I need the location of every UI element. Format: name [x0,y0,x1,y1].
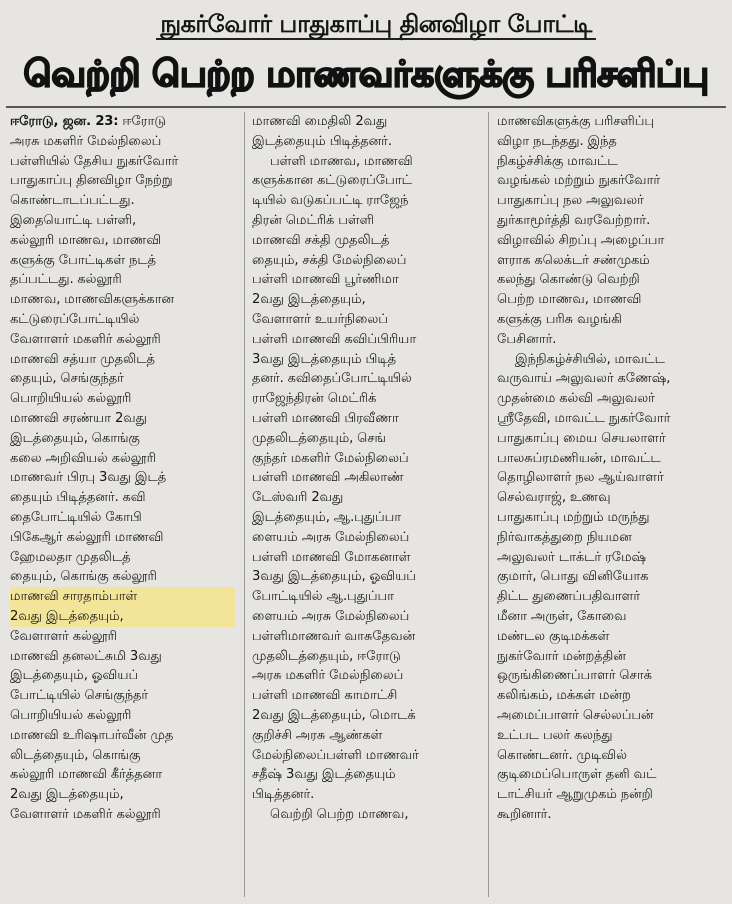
article-line: பிகேஆர் கல்லூரி மாணவி [10,529,164,545]
article-line: 2வது இடத்தையும், [10,607,235,627]
article-line: பள்ளியில் தேசிய நுகர்வோர் [10,153,179,169]
article-line: மாணவி மைதிலி 2வது [252,114,388,129]
article-line: தப்பட்டது. கல்லூரி [10,272,122,288]
article-line: வெற்றி பெற்ற மாணவ, [270,806,409,822]
article-line: 3வது இடத்தையும், ஓவியப் [252,569,416,585]
article-line: இடத்தையும் பிடித்தனர். [252,133,392,149]
column-divider [488,112,489,897]
article-line: பாலசுப்ரமணியன், மாவட்ட [497,450,661,466]
article-line: ராஜேந்திரன் மெட்ரிக் [252,391,377,407]
article-line: மாணவி தனலட்சுமி 3வது [10,648,162,664]
article-line: செல்வராஜ், உணவு [497,490,611,506]
article-line: அலுவலர் டாக்டர் ரமேஷ் [497,549,647,565]
article-line: வருவாய் அலுவலர் கணேஷ், [497,371,671,387]
article-line: 2வது இடத்தையும், [10,787,124,803]
article-line: இடத்தையும், ஆ.புதுப்பா [252,509,402,525]
article-line: பாதுகாப்பு நல அலுவலர் [497,193,644,209]
article-line: பொறியியல் கல்லூரி [10,391,132,407]
article-line: மாணவ, மாணவிகளுக்கான [10,292,174,308]
article-line: பாதுகாப்பு தினவிழா நேற்று [10,173,173,189]
kicker-heading [96,4,656,44]
article-line: கல்லூரி மாணவ, மாணவி [10,232,162,248]
article-line: பள்ளி மாணவி பிரவீணா [252,410,399,426]
article-line: இடத்தையும், ஓவியப் [10,668,139,684]
article-line: அரசு மகளிர் மேல்நிலைப் [252,668,404,684]
article-line: டியில் வடுகப்பட்டி ராஜேந் [252,193,409,209]
article-line: நிகழ்ச்சிக்கு மாவட்ட [497,153,618,169]
article-line: அமைப்பாளர் செல்லப்பன் [497,707,654,723]
article-line: திரன் மெட்ரிக் பள்ளி [252,212,374,228]
article-line: முதலிடத்தையும், செங் [252,430,386,446]
article-line: கொண்டாடப்பட்டது. [10,193,135,209]
article-line: பள்ளிமாணவர் வாசுதேவன் [252,628,416,644]
article-line: வழங்கல் மற்றும் நுகர்வோர் [497,173,661,189]
article-line: ளராக கலெக்டர் சண்முகம் [497,252,650,268]
article-line: அரசு மகளிர் மேல்நிலைப் [10,133,162,149]
article-line: ஸ்ரீதேவி, மாவட்ட நுகர்வோர் [497,410,671,426]
article-line: பள்ளி மாணவி காமாட்சி [252,688,398,704]
article-line: முதலிடத்தையும், ஈரோடு [252,648,401,664]
article-line: குடிமைப்பொருள் தனி வட் [497,767,657,783]
article-column-2 [252,112,477,902]
article-line: களுக்கு போட்டிகள் நடத் [10,252,157,268]
article-line: பள்ளி மாணவி கவிப்பிரியா [252,331,417,347]
article-line: இந்நிகழ்ச்சியில், மாவட்ட [515,351,665,367]
dateline: ஈரோடு, ஜன. 23: [10,114,119,129]
article-line: குமார், பொது வினியோக [497,569,649,585]
article-line: உட்பட பலர் கலந்து [497,727,613,743]
article-line: டேஸ்வரி 2வது [252,490,344,506]
article-line: வேளாளர் கல்லூரி [10,628,117,644]
article-line: ளையம் அரசு மேல்நிலைப் [252,608,410,624]
headline-rule [6,106,726,108]
article-line: கலந்து கொண்டு வெற்றி [497,272,640,288]
article-line: சதீஷ் 3வது இடத்தையும் [252,767,396,783]
article-line: இடத்தையும், கொங்கு [10,430,140,446]
article-line: 3வது இடத்தையும் பிடித் [252,351,397,367]
article-line: பாதுகாப்பு மைய செயலாளர் [497,430,666,446]
article-line: மாணவிகளுக்கு பரிசளிப்பு [497,114,655,129]
article-line: மண்டல குடிமக்கள் [497,628,610,644]
article-line: திட்ட துணைப்பதிவாளர் [497,589,641,605]
article-line: தையும், செங்குந்தர் [10,371,124,387]
article-line: பள்ளி மாணவி பூர்ணிமா [252,272,399,288]
article-line: பேசினார். [497,331,557,347]
article-line: கூறினார். [497,806,552,822]
article-line: களுக்கான கட்டுரைப்போட் [252,173,412,189]
article-line: மாணவி சத்யா முதலிடத் [10,351,155,367]
article-line: கலிங்கம், மக்கள் மன்ற [497,688,631,704]
headline: வெற்றி பெற்ற மாணவர்களுக்கு பரிசளிப்பு [23,54,709,95]
article-line: ஈரோடு [118,114,166,129]
article-line: மேல்நிலைப்பள்ளி மாணவர் [252,747,419,763]
article-line: குறிச்சி அரசு ஆண்கள் [252,727,383,743]
article-line: லிடத்தையும், கொங்கு [10,747,141,763]
article-line: மாணவி சக்தி முதலிடத் [252,232,390,248]
article-line: களுக்கு பரிசு வழங்கி [497,311,622,327]
article-line: கல்லூரி மாணவி கீர்த்தனா [10,767,163,783]
article-line: டாட்சியர் ஆறுமுகம் நன்றி [497,787,653,803]
article-line: ஒருங்கிணைப்பாளர் சொக் [497,668,652,684]
article-line: பள்ளி மாணவி மோகனாள் [252,549,411,565]
article-line: வேளாளர் மகளிர் கல்லூரி [10,331,161,347]
article-line: மாணவர் பிரபு 3வது இடத் [10,470,167,486]
article-line: விழாவில் சிறப்பு அழைப்பா [497,232,665,248]
article-line: பொறியியல் கல்லூரி [10,707,132,723]
article-line: நுகர்வோர் மன்றத்தின் [497,648,626,664]
column-divider [244,112,245,897]
article-line: ஹேமலதா முதலிடத் [10,549,131,565]
article-line: கொண்டனர். முடிவில் [497,747,627,763]
article-line: 2வது இடத்தையும், [252,292,366,308]
article-line: பள்ளி மாணவ, மாணவி [270,153,413,169]
article-line: தையும் பிடித்தனர். கவி [10,490,146,506]
article-line: மாணவி உரிஷாபர்வீன் முத [10,727,174,743]
article-line: ளையம் அரசு மேல்நிலைப் [252,529,410,545]
article-line: தையும், கொங்கு கல்லூரி [10,569,157,585]
article-line: குந்தர் மகளிர் மேல்நிலைப் [252,450,409,466]
article-line: பாதுகாப்பு மற்றும் மருந்து [497,509,650,525]
article-line: 2வது இடத்தையும், மொடக் [252,707,416,723]
article-column-1 [10,112,235,902]
article-line: மாணவி சாரதாம்பாள் [10,587,235,607]
article-line: கலை அறிவியல் கல்லூரி [10,450,156,466]
kicker-text: நுகர்வோர் பாதுகாப்பு தினவிழா போட்டி [156,10,595,40]
article-line: விழா நடந்தது. இந்த [497,133,617,149]
article-line: மாணவி சரண்யா 2வது [10,410,147,426]
article-line: முதன்மை கல்வி அலுவலர் [497,391,655,407]
article-line: இதையொட்டி பள்ளி, [10,212,137,228]
article-line: கட்டுரைப்போட்டியில் [10,311,140,327]
article-line: மீனா அருள், கோவை [497,608,627,624]
article-line: பிடித்தனர். [252,787,315,803]
article-line: நிர்வாகத்துறை நியமன [497,529,632,545]
article-line: போட்டியில் செங்குந்தர் [10,688,149,704]
article-line: பெற்ற மாணவ, மாணவி [497,292,642,308]
article-column-3 [497,112,725,902]
article-line: தைபோட்டியில் கோபி [10,509,142,525]
article-line: தொழிலாளர் நல ஆய்வாளர் [497,470,664,486]
article-line: வேளாளர் உயர்நிலைப் [252,311,388,327]
article-line: வேளாளர் மகளிர் கல்லூரி [10,806,161,822]
article-line: தையும், சக்தி மேல்நிலைப் [252,252,407,268]
article-line: போட்டியில் ஆ.புதுப்பா [252,589,394,605]
article-line: பள்ளி மாணவி அகிலாண் [252,470,404,486]
article-line: துர்காமூர்த்தி வரவேற்றார். [497,212,651,228]
article-line: தனர். கவிதைப்போட்டியில் [252,371,412,387]
